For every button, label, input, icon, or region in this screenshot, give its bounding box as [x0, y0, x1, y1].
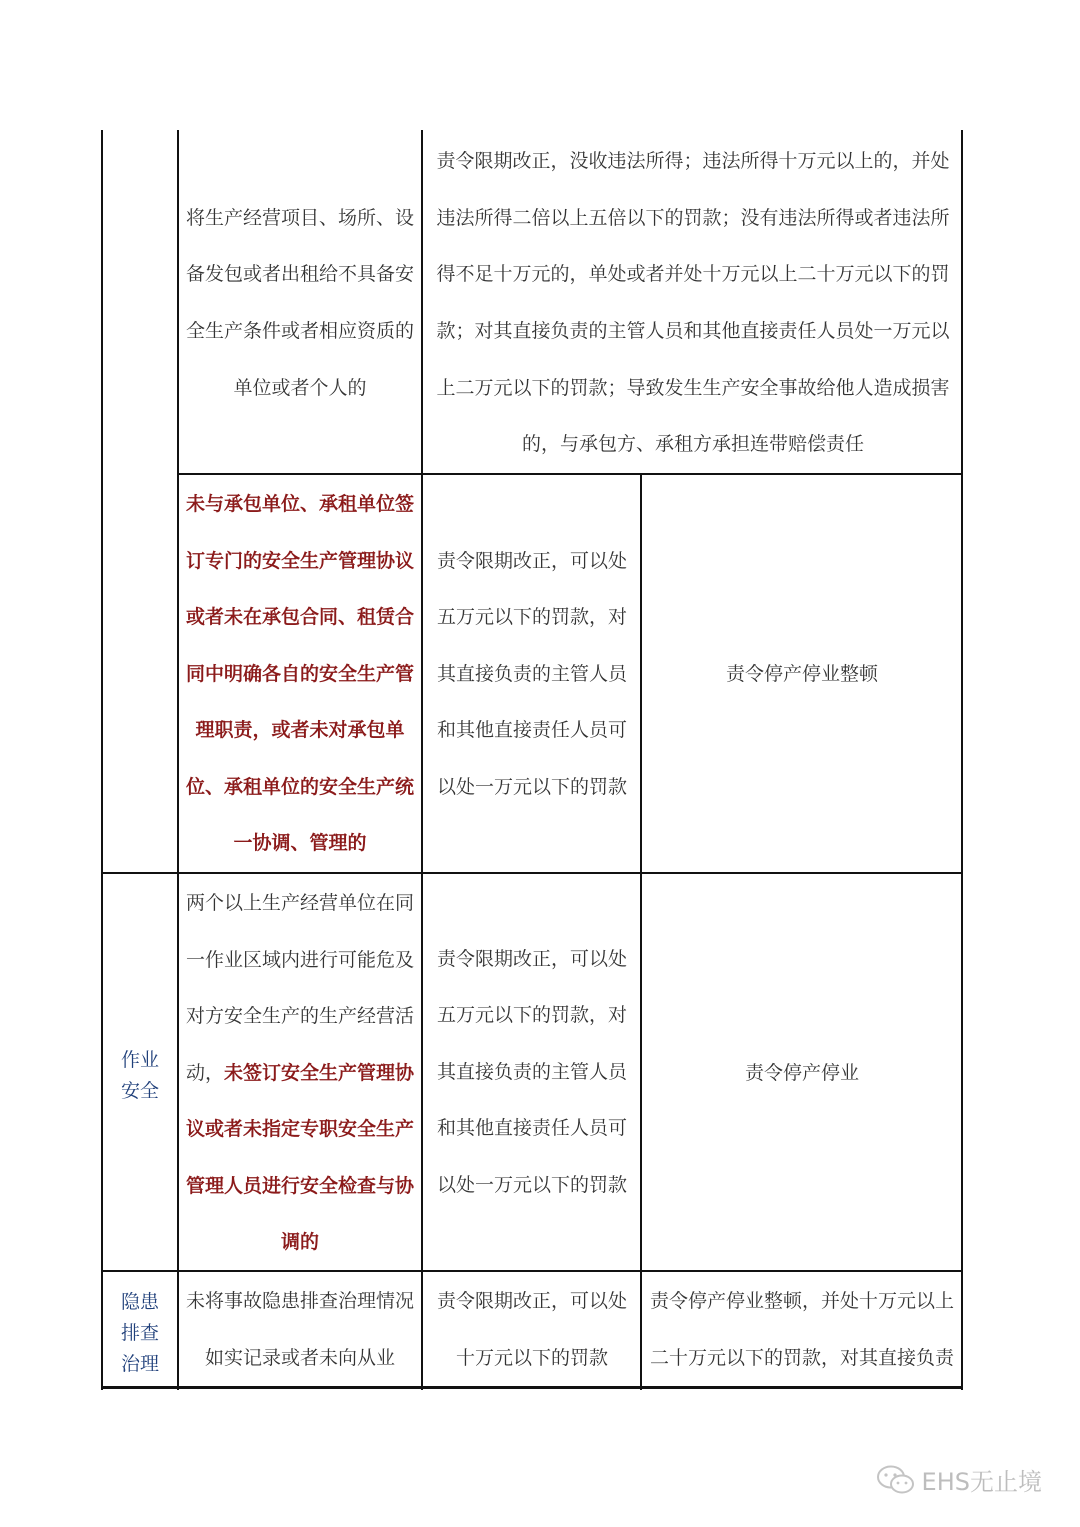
row3-consequence [645, 875, 959, 1271]
row2-consequence [645, 476, 959, 872]
table-border-bottom [101, 1386, 963, 1389]
row4-consequence [648, 1273, 956, 1386]
row4-category-line3: 治理 [120, 1353, 159, 1375]
row1-penalty-text: 责令限期改正，没收违法所得；违法所得十万元以上的，并处违法所得二倍以上五倍以下的罚款；没有违法所得或者违法所得不足十万元的，单处或者并处十万元以上二十万元以下的罚款；对其直接负责的主管人员和其他直接责任人员处一万元以上二万元以下的罚款；导致发生生产安全事故给他人造成损害的，与承包方、承租方承担连带赔偿责任 [436, 150, 950, 456]
row2-violation-text: 未与承包单位、承租单位签订专门的安全生产管理协议或者未在承包合同、租赁合同中明确各自的安全生产管理职责，或者未对承包单位、承租单位的安全生产统一协调、管理的 [185, 492, 414, 855]
row4-violation [184, 1273, 416, 1386]
row4-category [103, 1287, 177, 1380]
column-divider-1 [177, 130, 179, 1390]
row4-violation-text: 未将事故隐患排查治理情况如实记录或者未向从业 [185, 1290, 414, 1369]
row1-penalty [430, 133, 956, 473]
row4-consequence-text: 责令停产停业整顿，并处十万元以上二十万元以下的罚款，对其直接负责 [649, 1290, 954, 1369]
column-divider-2 [421, 130, 423, 1390]
row2-consequence-text: 责令停产停业整顿 [725, 662, 878, 685]
row3-violation-bold: 未签订安全生产管理协议或者未指定专职安全生产管理人员进行安全检查与协调的 [185, 1061, 415, 1254]
row2-penalty [432, 533, 632, 815]
row4-penalty [432, 1273, 632, 1386]
row4-category-line2: 排查 [120, 1322, 159, 1344]
row3-penalty [432, 931, 632, 1213]
watermark-text: EHS无止境 [921, 1468, 1042, 1496]
row1-violation-text: 将生产经营项目、场所、设备发包或者出租给不具备安全生产条件或者相应资质的单位或者个人的 [185, 206, 414, 399]
row1-violation [184, 190, 416, 416]
row3-category-line2: 安全 [120, 1080, 159, 1102]
row3-category [103, 1045, 177, 1107]
row-divider-1 [177, 473, 963, 475]
row3-violation [184, 875, 416, 1271]
table-border-left [101, 130, 103, 1390]
row3-consequence-text: 责令停产停业 [744, 1061, 859, 1084]
table-border-right [961, 130, 963, 1390]
row3-penalty-text: 责令限期改正，可以处五万元以下的罚款，对其直接负责的主管人员和其他直接责任人员可以处一万元以下的罚款 [436, 947, 627, 1196]
row3-category-line1: 作业 [120, 1049, 159, 1071]
row4-penalty-text: 责令限期改正，可以处十万元以下的罚款 [436, 1290, 627, 1369]
row2-penalty-text: 责令限期改正，可以处五万元以下的罚款，对其直接负责的主管人员和其他直接责任人员可以处一万元以下的罚款 [436, 549, 627, 798]
row4-category-line1: 隐患 [120, 1291, 159, 1313]
row3-violation-normal: 两个以上生产经营单位在同一作业区域内进行可能危及对方安全生产的生产经营活动， [185, 891, 414, 1084]
column-divider-3 [640, 474, 642, 1390]
wechat-icon [876, 1464, 916, 1496]
row-divider-2 [101, 872, 963, 874]
watermark [876, 1462, 1042, 1497]
row2-violation [184, 476, 416, 872]
